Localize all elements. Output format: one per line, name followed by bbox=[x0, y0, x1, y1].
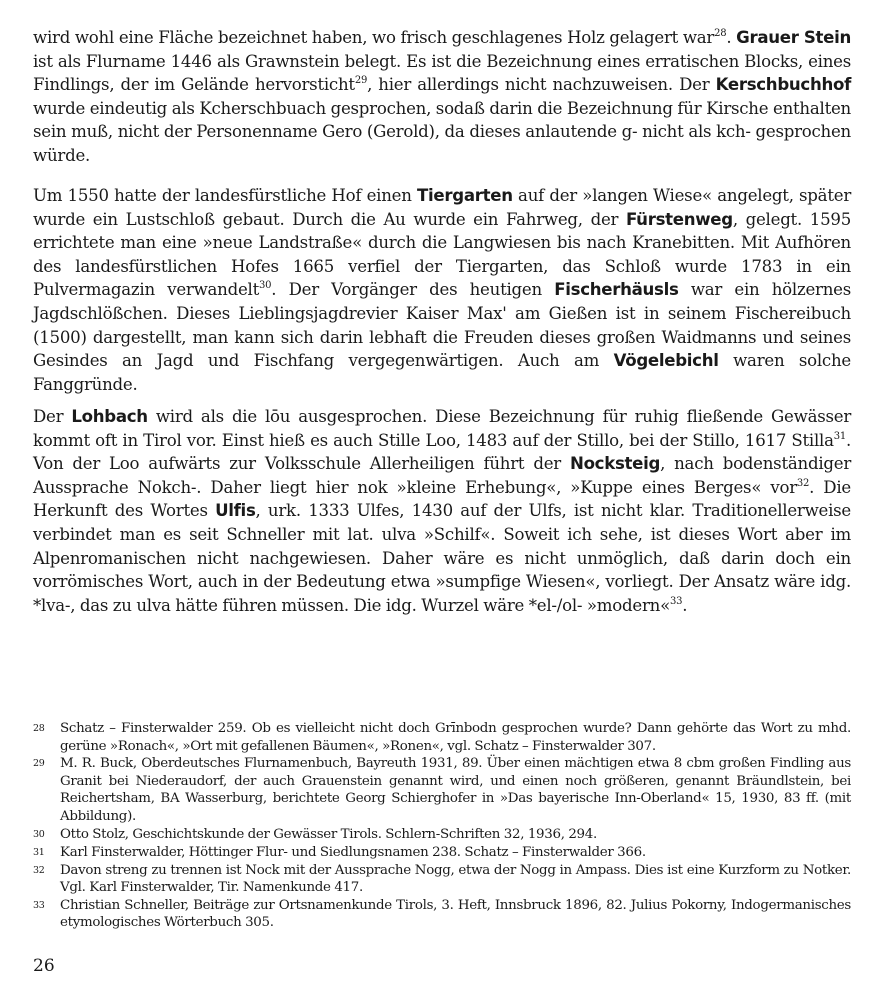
text-run: , gelegt. 1595 errichtete man eine »neue Landstraße« durch die Langwiesen bis nach Kranebitten. Mit Aufhören des landesfürstlichen Hofes 1665 verfiel der Tiergarten, das Schloß wurde 1783 in ein Pulvermagazin verwandelt bbox=[33, 209, 852, 300]
term-tiergarten: Tiergarten bbox=[417, 186, 513, 205]
text-run: wird wohl eine Fläche bezeichnet haben, wo frisch geschlagenes Holz gelagert war bbox=[33, 28, 715, 47]
footnote-ref-33[interactable]: 33 bbox=[670, 595, 683, 607]
text-run: auf der »langen Wiese« angelegt, später wurde ein Lustschloß gebaut. Durch die Au wurde ein Fahrweg, der bbox=[33, 186, 851, 229]
footnote-number: 33 bbox=[33, 899, 45, 911]
footnote-ref-28[interactable]: 28 bbox=[714, 28, 727, 39]
text-run: wird als die lōu ausgesprochen. Diese Bezeichnung für ruhig fließende Gewässer kommt oft in Tirol vor. Einst hieß es auch Stille Loo, 1483 auf der Stillo, bei der Stillo, 1617 Stilla bbox=[33, 407, 852, 450]
footnote-text: Davon streng zu trennen ist Nock mit der Aussprache Nogg, etwa der Nogg in Ampass. Dies ist eine Kurzform zu Notker. Vgl. Karl Finsterwalder, Tir. Namenkunde 417. bbox=[60, 862, 851, 896]
term-kerschbuchhof: Kerschbuchhof bbox=[715, 75, 851, 95]
footnote-ref-32[interactable]: 32 bbox=[796, 477, 810, 489]
text-run: Der bbox=[33, 407, 72, 426]
footnote-number: 32 bbox=[33, 864, 45, 876]
term-ulfis: Ulfis bbox=[215, 501, 256, 521]
text-run: , urk. 1333 Ulfes, 1430 auf der Ulfs, ist nicht klar. Traditionellerweise verbindet man es seit Schneller mit lat. ulva »Schilf«. Soweit ich sehe, ist dieses Wort aber im Alpenromanischen nicht nachgewiesen. Daher wäre es nicht unmöglich, daß darin doch ein vorrömisches Wort, auch in der Bedeutung etwa »sumpfige Wiesen«, vorliegt. Der Ansatz wäre idg. *lva-, das zu ulva hätte führen müssen. Die idg. Wurzel wäre *el-/ol- »modern« bbox=[33, 501, 851, 615]
footnote-text: Christian Schneller, Beiträge zur Ortsnamenkunde Tirols, 3. Heft, Innsbruck 1896, 82. Julius Pokorny, Indogermanisches etymologisches Wörterbuch 305. bbox=[60, 897, 851, 931]
term-nocksteig: Nocksteig bbox=[569, 454, 661, 474]
footnotes-section bbox=[33, 720, 851, 932]
page-number: 26 bbox=[33, 956, 55, 976]
footnote-number: 30 bbox=[33, 828, 45, 840]
footnote-ref-29[interactable]: 29 bbox=[354, 75, 368, 87]
text-run: waren solche Fanggründe. bbox=[33, 351, 851, 394]
footnote-number: 29 bbox=[33, 758, 45, 770]
paragraph-tiergarten bbox=[33, 184, 851, 396]
footnote-ref-30[interactable]: 30 bbox=[259, 280, 272, 292]
text-run: . Der Vorgänger des heutigen bbox=[271, 280, 555, 300]
footnote-31 bbox=[33, 844, 851, 862]
term-lohbach: Lohbach bbox=[71, 407, 148, 426]
text-run: Um 1550 hatte der landesfürstliche Hof einen bbox=[33, 186, 417, 205]
footnote-30 bbox=[33, 826, 851, 844]
text-run: , nach bodenständiger Aussprache Nokch-. Daher liegt hier nok »kleine Erhebung«, »Kuppe eines Berges« vor bbox=[33, 454, 852, 497]
term-grauer-stein: Grauer Stein bbox=[736, 28, 851, 47]
text-run: . Die Herkunft des Wortes bbox=[33, 477, 851, 521]
text-run: , hier allerdings nicht nachzuweisen. Der bbox=[367, 75, 716, 95]
paragraph-grauer-stein bbox=[33, 26, 851, 168]
term-fuerstenweg: Fürstenweg bbox=[625, 209, 733, 229]
footnote-33 bbox=[33, 897, 851, 932]
footnote-29 bbox=[33, 755, 851, 825]
term-voegelebichl: Vögelebichl bbox=[613, 351, 719, 371]
footnote-text: Schatz – Finsterwalder 259. Ob es vielleicht nicht doch Grīnbodn gesprochen wurde? Dann gehörte das Wort zu mhd. gerüne »Ronach«, »Ort mit gefallenen Bäumen«, »Ronen«, vgl. Schatz – Finsterwalder 307. bbox=[60, 721, 851, 754]
footnote-number: 28 bbox=[33, 723, 45, 734]
text-run: . bbox=[682, 595, 688, 615]
term-fischerhaeusls: Fischerhäusls bbox=[554, 280, 679, 300]
footnote-32 bbox=[33, 862, 851, 897]
text-run: war ein hölzernes Jagdschlößchen. Dieses Lieblingsjagdrevier Kaiser Max' am Gießen ist in seinem Fischereibuch (1500) dargestellt, man kann sich darin lebhaft die Freuden dieses großen Waidmanns und seines Gesindes an Jagd und Fischfang vergegenwärtigen. Auch am bbox=[33, 280, 851, 371]
text-run: wurde eindeutig als Kcherschbuach gesprochen, sodaß darin die Bezeichnung für Kirsche enthalten sein muß, nicht der Personenname Gero (Gerold), da dieses anlautende g- nicht als kch- gesprochen würde. bbox=[33, 98, 851, 165]
footnote-text: Otto Stolz, Geschichtskunde der Gewässer Tirols. Schlern-Schriften 32, 1936, 294. bbox=[60, 826, 597, 842]
text-run: . Von der Loo aufwärts zur Volksschule Allerheiligen führt der bbox=[33, 430, 851, 474]
footnote-ref-31[interactable]: 31 bbox=[833, 430, 846, 442]
paragraph-lohbach bbox=[33, 405, 851, 617]
text-run: ist als Flurname 1446 als Grawnstein belegt. Es ist die Bezeichnung eines erratischen Blocks, eines Findlings, der im Gelände hervorsticht bbox=[33, 51, 851, 95]
text-run: . bbox=[726, 28, 737, 47]
footnote-text: M. R. Buck, Oberdeutsches Flurnamenbuch, Bayreuth 1931, 89. Über einen mächtigen etwa 8 cbm großen Findling aus Granit bei Niederaudorf, der auch Grauenstein genannt wird, und einen noch größeren, genannt Bräundlstein, bei Reichertsham, BA Wasserburg, berichtete Georg Schierghofer in »Das bayerische Inn-Oberland« 15, 1930, 83 ff. (mit Abbildung). bbox=[60, 756, 851, 824]
footnote-number: 31 bbox=[33, 846, 45, 858]
footnote-text: Karl Finsterwalder, Höttinger Flur- und Siedlungsnamen 238. Schatz – Finsterwalder 366. bbox=[60, 844, 646, 860]
footnote-28 bbox=[33, 720, 851, 755]
